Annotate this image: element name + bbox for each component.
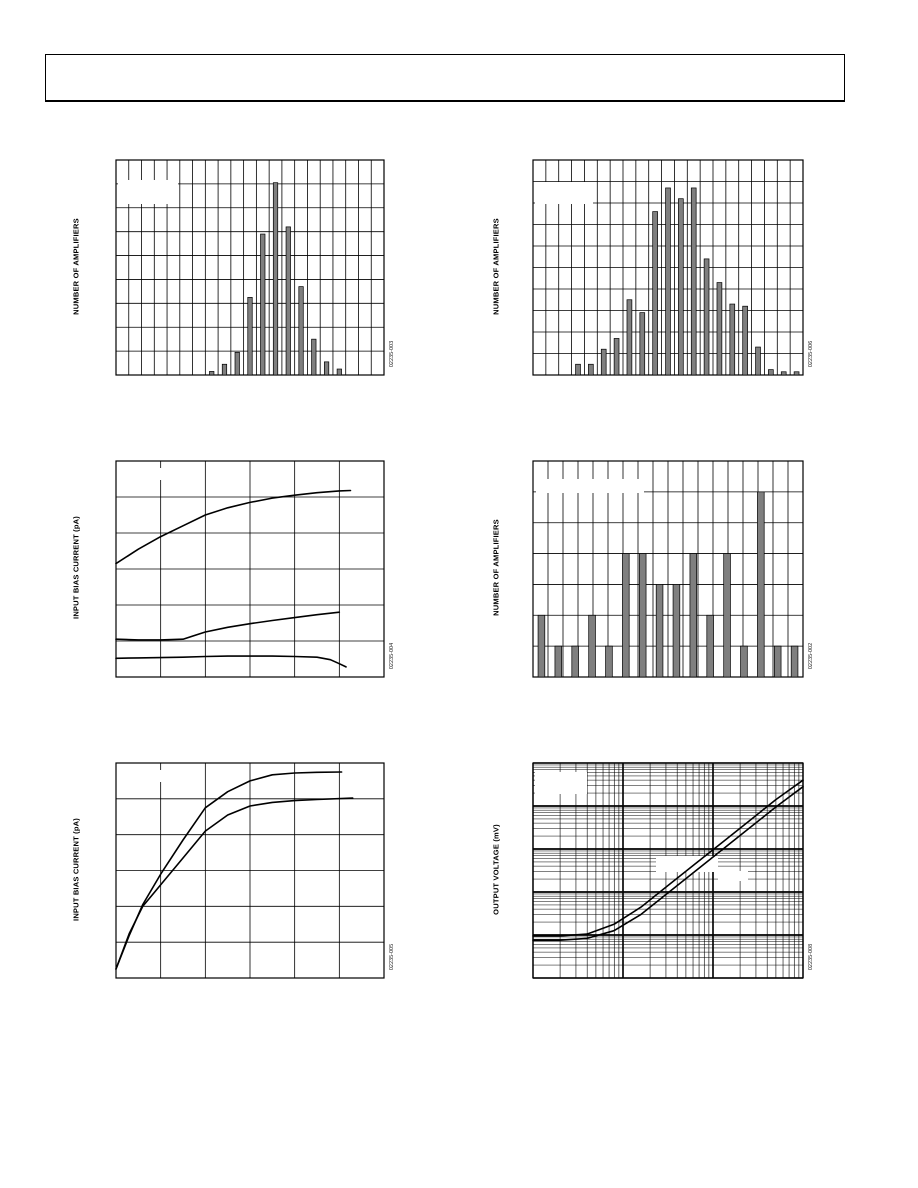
bar <box>622 554 629 677</box>
bar <box>756 347 761 375</box>
bar <box>555 646 562 677</box>
chart-2-figure-code: 02235-006 <box>808 340 814 368</box>
bar <box>261 234 265 375</box>
bar <box>640 313 645 375</box>
legend-box <box>155 468 195 480</box>
chart-5-figure-code: 02235-005 <box>389 943 395 971</box>
bar <box>639 554 646 677</box>
bar <box>717 283 722 375</box>
chart-1-histogram <box>116 160 384 375</box>
grid <box>116 763 384 978</box>
bar <box>791 646 798 677</box>
bar <box>774 646 781 677</box>
bar <box>538 615 545 677</box>
bar <box>743 306 748 375</box>
chart-6-figure-code: 02235-008 <box>808 943 814 971</box>
bar <box>757 492 764 677</box>
legend-box <box>152 770 202 782</box>
legend-box <box>718 871 748 881</box>
chart-5-y-axis-label: INPUT BIAS CURRENT (pA) <box>71 817 81 921</box>
chart-2-y-axis-label: NUMBER OF AMPLIFIERS <box>491 217 501 315</box>
chart-4-y-axis-label: NUMBER OF AMPLIFIERS <box>491 519 501 616</box>
legend-box <box>535 182 593 204</box>
bar <box>794 372 799 375</box>
series-line-2 <box>116 612 339 640</box>
legend-box <box>535 772 587 794</box>
bar <box>209 371 213 375</box>
bar <box>724 554 731 677</box>
bar <box>690 554 697 677</box>
grid <box>116 461 384 677</box>
bar <box>337 369 341 375</box>
bar <box>222 364 226 375</box>
bar <box>312 339 316 375</box>
bar <box>627 300 632 375</box>
bar <box>656 584 663 677</box>
bar <box>589 615 596 677</box>
bar <box>768 370 773 375</box>
bar <box>606 646 613 677</box>
bar <box>704 259 709 375</box>
legend-box <box>118 180 178 204</box>
bar <box>653 212 658 375</box>
chart-6-y-axis-label: OUTPUT VOLTAGE (mV) <box>491 823 501 915</box>
chart-1-y-axis-label: NUMBER OF AMPLIFIERS <box>71 217 81 315</box>
bar <box>730 304 735 375</box>
bar <box>601 349 606 375</box>
bar <box>781 372 786 375</box>
chart-3-y-axis-label: INPUT BIAS CURRENT (pA) <box>71 516 81 619</box>
legend-box <box>536 479 644 493</box>
series-line-2 <box>116 798 353 969</box>
chart-4-figure-code: 02235-002 <box>808 642 814 670</box>
chart-2-histogram <box>533 160 803 375</box>
bar <box>678 199 683 375</box>
bar <box>741 646 748 677</box>
bar <box>614 338 619 375</box>
series-line-3 <box>116 656 346 667</box>
chart-3-figure-code: 02235-004 <box>389 642 395 670</box>
chart-3-bias-current-plot <box>116 461 384 677</box>
bar <box>673 584 680 677</box>
chart-6-output-voltage-plot <box>533 763 803 978</box>
bar <box>324 362 328 375</box>
page-header-box <box>45 54 845 102</box>
bar <box>235 352 239 375</box>
bar <box>572 646 579 677</box>
chart-4-histogram <box>533 461 803 677</box>
bar <box>299 287 303 375</box>
bar <box>576 364 581 375</box>
chart-1-figure-code: 02235-003 <box>389 340 395 368</box>
bar <box>666 188 671 375</box>
series-line-1 <box>116 491 351 564</box>
bar <box>588 364 593 375</box>
bar <box>273 183 277 375</box>
bar <box>286 227 290 375</box>
chart-5-bias-current-plot <box>116 763 384 978</box>
bar <box>248 297 252 375</box>
bar <box>691 188 696 375</box>
bar <box>707 615 714 677</box>
